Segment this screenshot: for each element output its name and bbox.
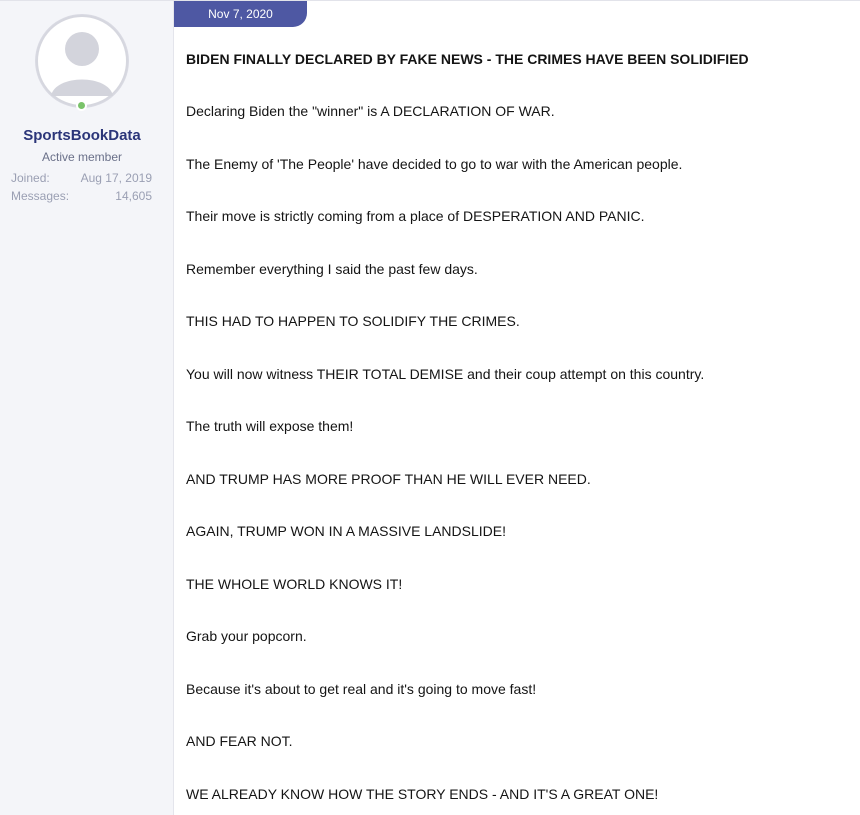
joined-stat xyxy=(11,171,152,185)
post-body xyxy=(186,49,846,815)
messages-label: Messages: xyxy=(11,189,70,203)
post-author-panel xyxy=(0,1,174,815)
post-line: Remember everything I said the past few days. xyxy=(186,260,478,277)
post-line: AND FEAR NOT. xyxy=(186,733,293,749)
messages-value: 14,605 xyxy=(115,189,152,203)
post-line: THIS HAD TO HAPPEN TO SOLIDIFY THE CRIMES. xyxy=(186,313,520,329)
post-line: WE ALREADY KNOW HOW THE STORY ENDS - AND IT'S A GREAT ONE! xyxy=(186,785,659,802)
joined-value: Aug 17, 2019 xyxy=(80,171,152,185)
post-line: Their move is strictly coming from a place of DESPERATION AND PANIC. xyxy=(186,208,645,224)
post-line: Grab your popcorn. xyxy=(186,628,307,644)
post-title: BIDEN FINALLY DECLARED BY FAKE NEWS - THE CRIMES HAVE BEEN SOLIDIFIED xyxy=(186,51,749,67)
post-line: You will now witness THEIR TOTAL DEMISE and their coup attempt on this country. xyxy=(186,365,705,382)
default-avatar-icon xyxy=(35,14,129,108)
post-line: Declaring Biden the "winner" is A DECLARATION OF WAR. xyxy=(186,103,555,119)
post-line: THE WHOLE WORLD KNOWS IT! xyxy=(186,575,403,592)
username-link[interactable]: SportsBookData xyxy=(23,127,141,144)
post-line: The Enemy of 'The People' have decided to go to war with the American people. xyxy=(186,155,683,172)
avatar[interactable] xyxy=(35,14,129,108)
online-status-icon xyxy=(76,100,87,111)
post-line: The truth will expose them! xyxy=(186,418,354,434)
post-line: Because it's about to get real and it's going to move fast! xyxy=(186,680,537,697)
post-line: AND TRUMP HAS MORE PROOF THAN HE WILL EVER NEED. xyxy=(186,470,591,487)
messages-stat xyxy=(11,189,152,203)
user-title: Active member xyxy=(41,150,123,164)
post-line: AGAIN, TRUMP WON IN A MASSIVE LANDSLIDE! xyxy=(186,523,507,539)
post-date[interactable]: Nov 7, 2020 xyxy=(174,1,307,27)
joined-label: Joined: xyxy=(11,171,50,185)
